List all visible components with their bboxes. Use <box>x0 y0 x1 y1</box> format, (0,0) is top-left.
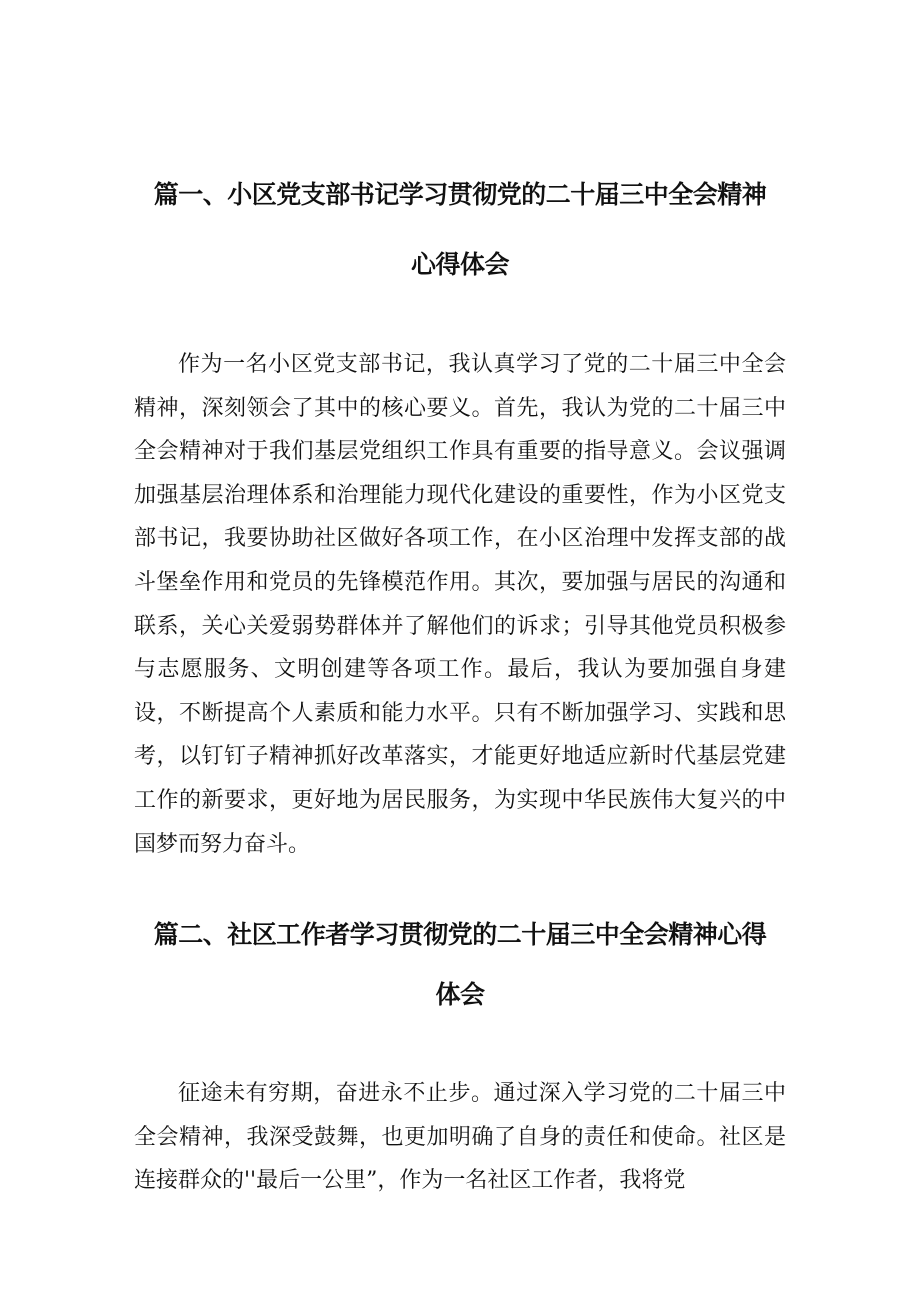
section-2-title-line-1: 篇二、社区工作者学习贯彻党的二十届三中全会精神心得 <box>153 920 767 949</box>
section-2-paragraph: 征途未有穷期，奋进永不止步。通过深入学习党的二十届三中全会精神，我深受鼓舞，也更加明确了自身的责任和使命。社区是连接群众的''最后一公里”，作为一名社区工作者，我将党 <box>134 1081 786 1194</box>
section-2-title-line-2: 体会 <box>435 980 485 1009</box>
section-1-paragraph: 作为一名小区党支部书记，我认真学习了党的二十届三中全会精神，深刻领会了其中的核心要义。首先，我认为党的二十届三中全会精神对于我们基层党组织工作具有重要的指导意义。会议强调加强基层治理体系和治理能力现代化建设的重要性，作为小区党支部书记，我要协助社区做好各项工作，在小区治理中发挥支部的战斗堡垒作用和党员的先锋模范作用。其次，要加强与居民的沟通和联系，关心关爱弱势群体并了解他们的诉求；引导其他党员积极参与志愿服务、文明创建等各项工作。最后，我认为要加强自身建设，不断提高个人素质和能力水平。只有不断加强学习、实践和思考，以钉钉子精神抓好改革落实，才能更好地适应新时代基层党建工作的新要求，更好地为居民服务，为实现中华民族伟大复兴的中国梦而努力奋斗。 <box>134 352 786 857</box>
section-1-title-line-1: 篇一、小区党支部书记学习贯彻党的二十届三中全会精神 <box>153 180 767 209</box>
section-1-title-line-2: 心得体会 <box>410 250 509 279</box>
